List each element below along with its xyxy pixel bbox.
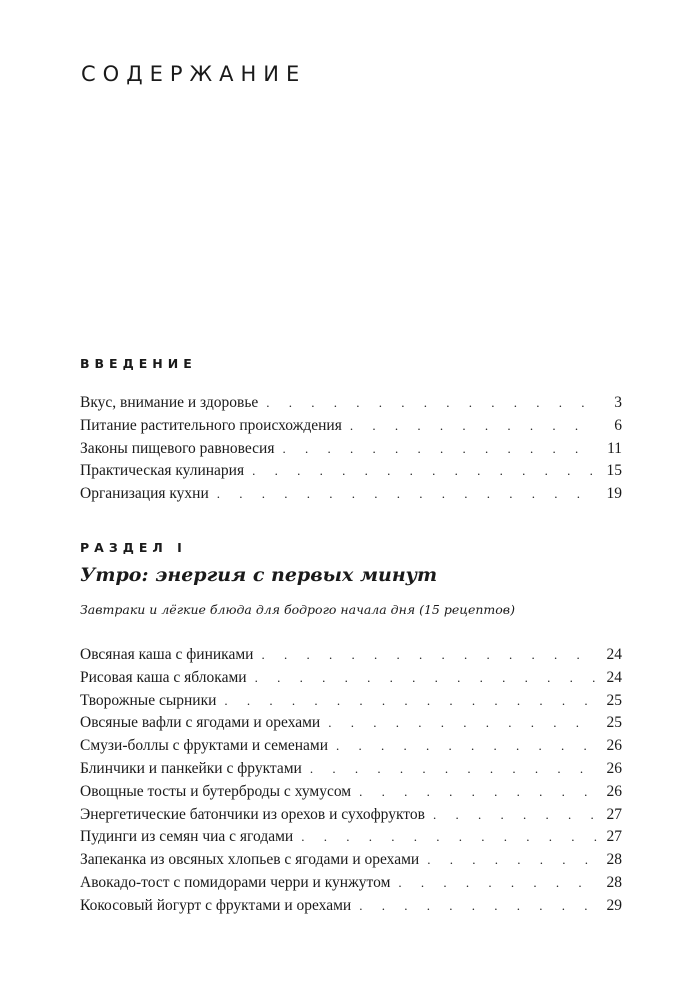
toc-dot-leader: [252, 460, 598, 483]
part-heading: РАЗДЕЛ I: [80, 540, 187, 555]
toc-page-number: 26: [606, 759, 622, 777]
toc-entry[interactable]: [80, 712, 622, 735]
toc-page-number: 15: [606, 462, 622, 480]
toc-entry[interactable]: [80, 826, 622, 849]
toc-page-number: 26: [606, 782, 622, 800]
toc-entry-title: Рисовая каша с яблоками: [80, 668, 247, 686]
toc-dot-leader: [266, 392, 598, 415]
toc-entry-title: Овощные тосты и бутерброды с хумусом: [80, 782, 352, 800]
toc-dot-leader: [359, 781, 598, 804]
toc-entry-title: Вкус, внимание и здоровье: [80, 394, 259, 411]
toc-page-number: 27: [606, 828, 622, 846]
part1-toc-list: [80, 644, 622, 918]
toc-entry[interactable]: [80, 690, 622, 713]
toc-entry[interactable]: [80, 758, 622, 781]
toc-entry[interactable]: [80, 644, 622, 667]
toc-dot-leader: [427, 849, 598, 872]
toc-entry-title: Законы пищевого равновесия: [80, 439, 275, 457]
toc-page-number: 24: [606, 668, 622, 686]
intro-heading: ВВЕДЕНИЕ: [80, 356, 197, 371]
toc-page-number: 28: [606, 851, 622, 869]
toc-page-number: 25: [606, 714, 622, 732]
toc-entry-title: Кокосовый йогурт с фруктами и орехами: [80, 896, 352, 914]
toc-entry[interactable]: [80, 895, 622, 918]
toc-entry[interactable]: [80, 804, 622, 827]
toc-entry[interactable]: [80, 438, 622, 461]
toc-entry[interactable]: [80, 483, 622, 506]
toc-entry-title: Творожные сырники: [80, 691, 217, 709]
toc-dot-leader: [301, 826, 598, 849]
toc-entry-title: Блинчики и панкейки с фруктами: [80, 759, 302, 777]
toc-page-number: 28: [606, 873, 622, 891]
toc-entry-title: Питание растительного происхождения: [80, 416, 342, 434]
toc-page-number: 11: [607, 439, 622, 457]
toc-dot-leader: [328, 712, 598, 735]
toc-entry[interactable]: [80, 735, 622, 758]
toc-page-number: 25: [606, 691, 622, 709]
part-title: Утро: энергия с первых минут: [80, 564, 438, 586]
toc-dot-leader: [261, 644, 598, 667]
toc-entry[interactable]: [80, 781, 622, 804]
toc-dot-leader: [350, 415, 598, 438]
toc-page-number: 19: [606, 485, 622, 503]
toc-entry[interactable]: [80, 667, 622, 690]
toc-page-number: 3: [614, 394, 622, 411]
toc-entry[interactable]: [80, 415, 622, 438]
toc-entry-title: Энергетические батончики из орехов и сухофруктов: [80, 805, 425, 823]
toc-entry[interactable]: [80, 460, 622, 483]
toc-entry-title: Практическая кулинария: [80, 462, 245, 480]
page-title: СОДЕРЖАНИЕ: [81, 62, 307, 86]
part-subtitle: Завтраки и лёгкие блюда для бодрого начала дня (15 рецептов): [80, 602, 515, 617]
toc-page-number: 26: [606, 737, 622, 755]
toc-entry-title: Организация кухни: [80, 485, 209, 503]
toc-entry-title: Овсяные вафли с ягодами и орехами: [80, 714, 321, 732]
toc-dot-leader: [433, 804, 598, 827]
toc-entry-title: Овсяная каша с финиками: [80, 646, 254, 663]
toc-page-number: 6: [614, 416, 622, 434]
toc-entry-title: Смузи-боллы с фруктами и семенами: [80, 737, 328, 755]
toc-dot-leader: [224, 690, 598, 713]
toc-entry[interactable]: [80, 392, 622, 415]
toc-page-number: 29: [606, 896, 622, 914]
toc-entry[interactable]: [80, 872, 622, 895]
toc-dot-leader: [310, 758, 598, 781]
intro-toc-list: [80, 392, 622, 506]
toc-dot-leader: [359, 895, 598, 918]
toc-page-number: 24: [606, 646, 622, 663]
toc-entry-title: Авокадо-тост с помидорами черри и кунжутом: [80, 873, 391, 891]
toc-entry[interactable]: [80, 849, 622, 872]
toc-dot-leader: [336, 735, 598, 758]
toc-entry-title: Пудинги из семян чиа с ягодами: [80, 828, 294, 846]
toc-dot-leader: [255, 667, 598, 690]
toc-dot-leader: [398, 872, 598, 895]
toc-dot-leader: [282, 438, 598, 461]
toc-page-number: 27: [606, 805, 622, 823]
toc-entry-title: Запеканка из овсяных хлопьев с ягодами и орехами: [80, 851, 420, 869]
toc-dot-leader: [217, 483, 598, 506]
